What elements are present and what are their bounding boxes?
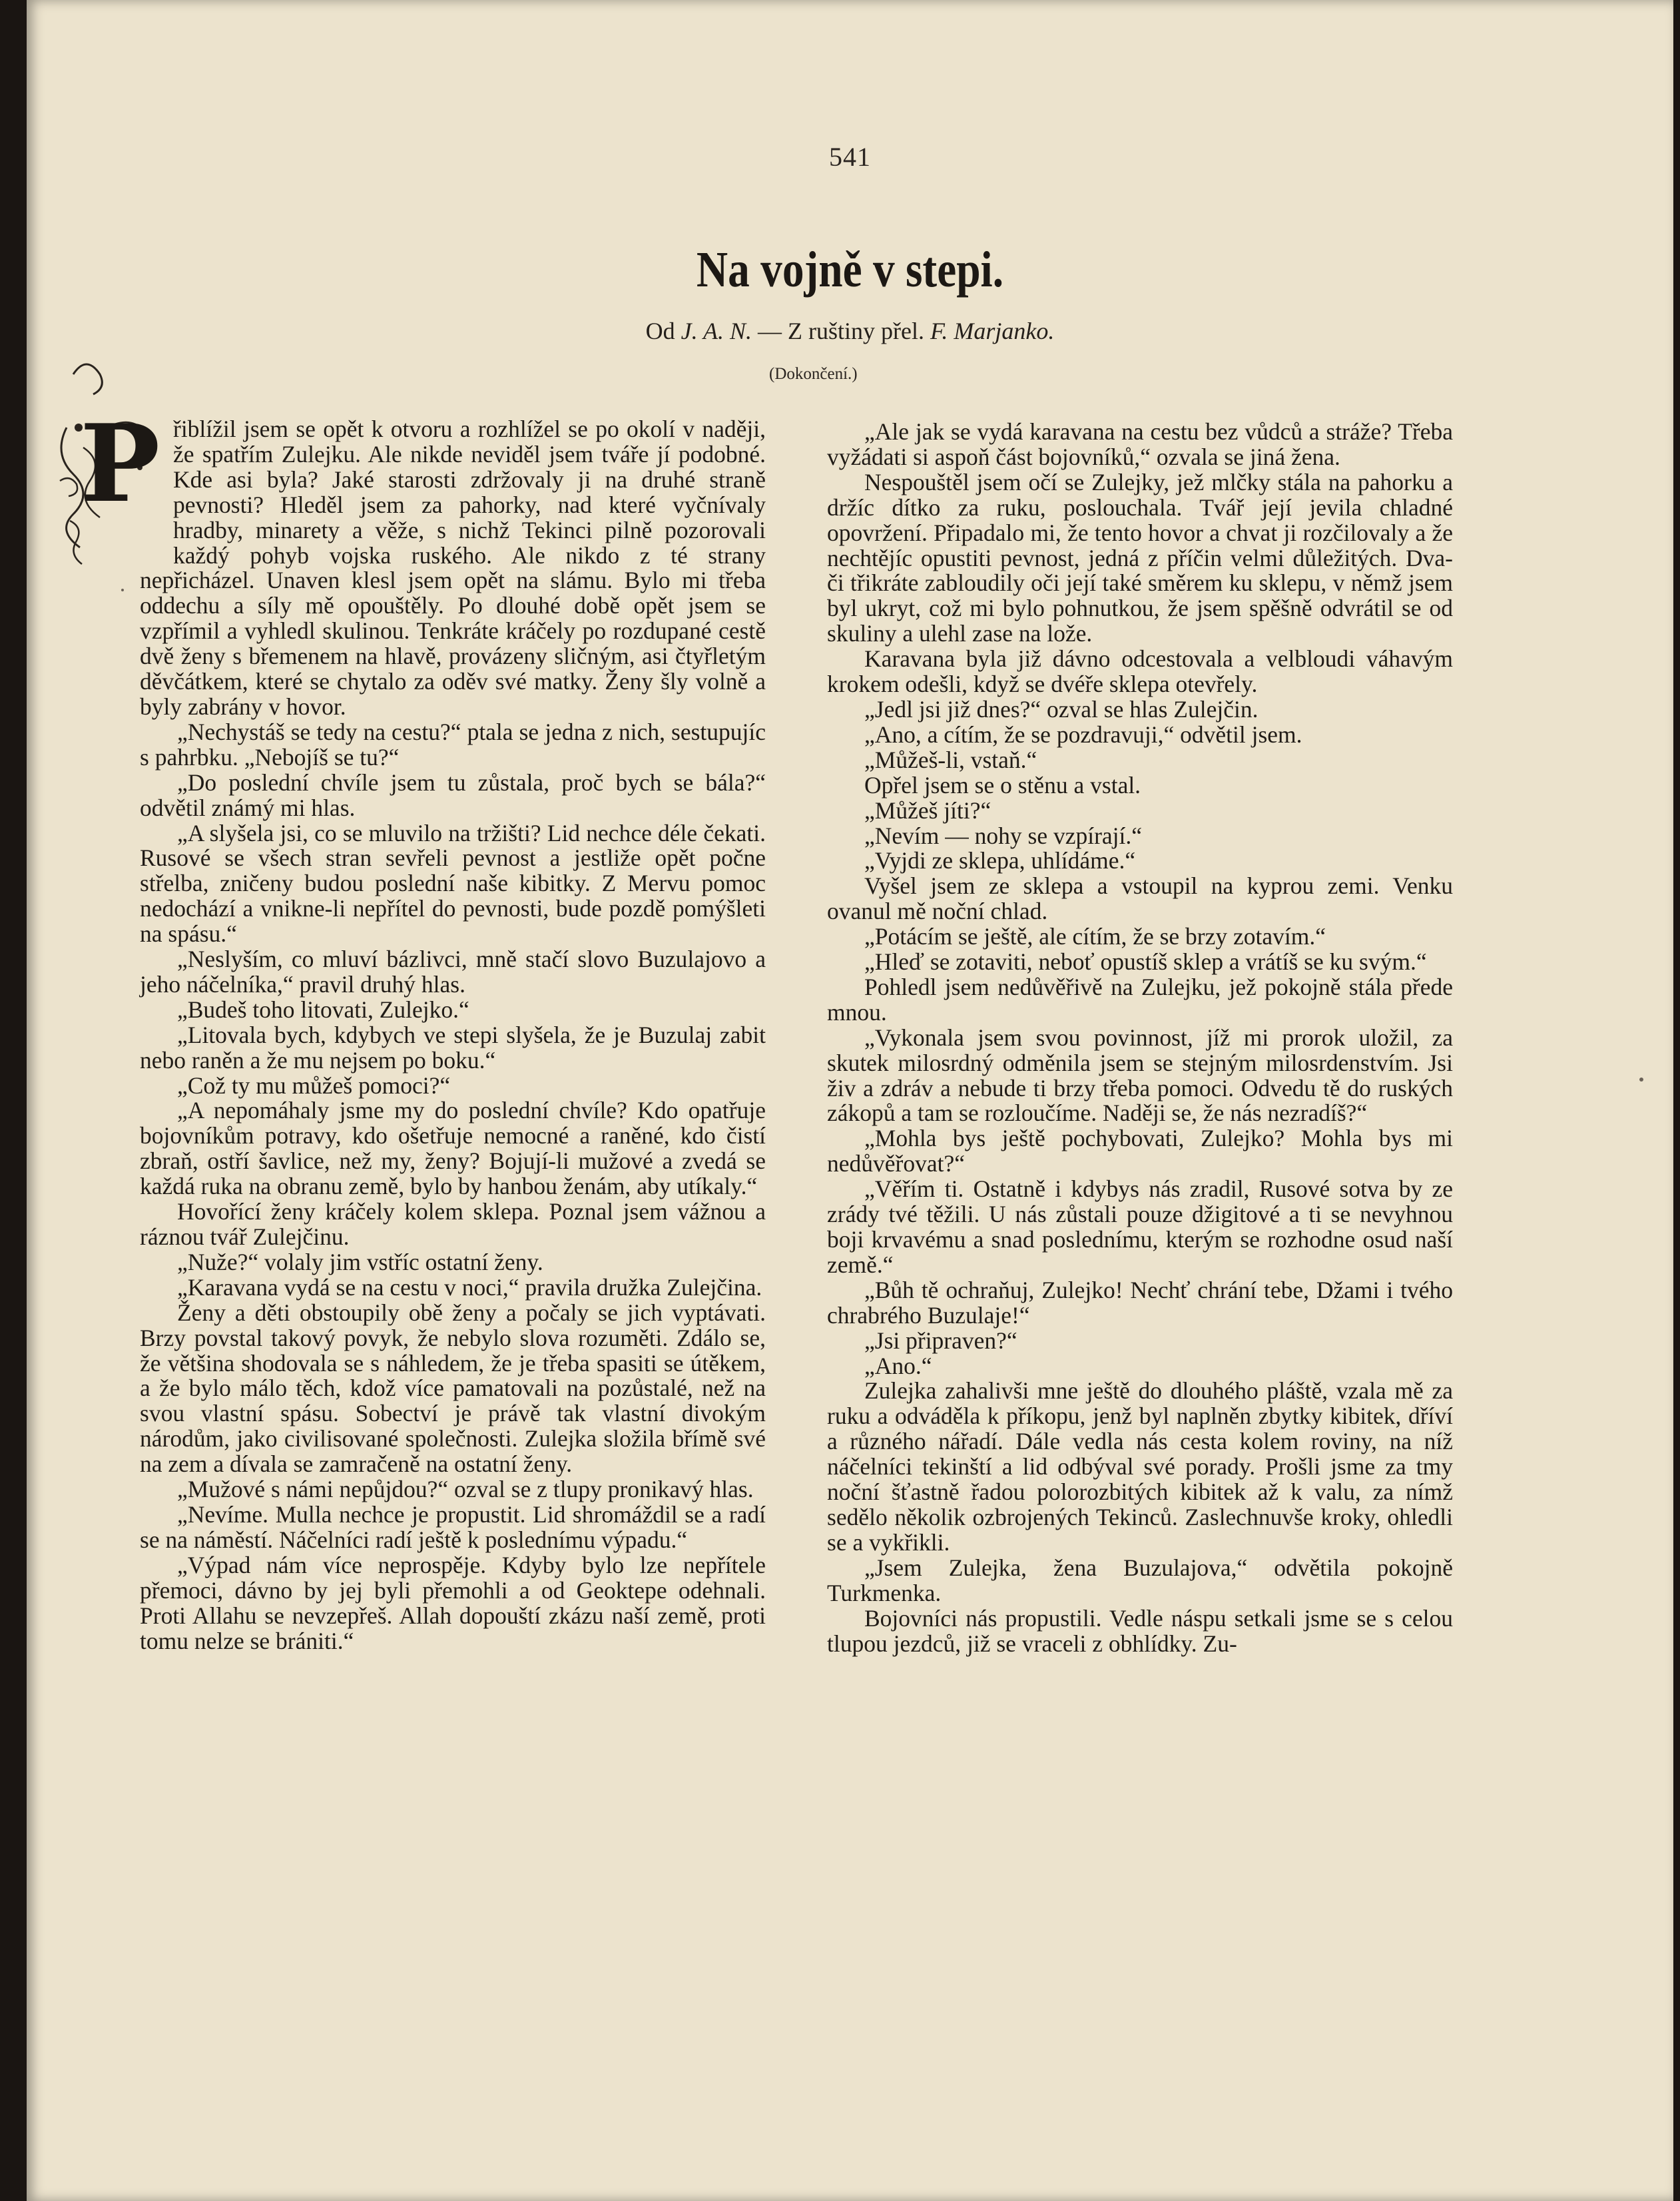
paragraph: „Věřím ti. Ostatně i kdybys nás zradil, Rusové sotva by ze zrády tvé těžili. U nás zůstali pouze džigitové a ti se nevyhnou boji krvavému a snad poslednímu, kterým se rozhodne osud naší země.“ (827, 1175, 1453, 1278)
paragraph: „Můžeš jíti?“ (864, 796, 991, 824)
paragraph: Ženy a děti obstoupily obě ženy a počaly se jich vyptávati. Brzy povstal takový povyk, že nebylo slova rozuměti. Zdálo se, že většina shodovala se s náhledem, že je třeba spasiti se útěkem, a že bylo málo těch, kdož více pamatovali na pozůstalé, než na svou vlastní spásu. Sobectví je právě tak vlastní divokým národům, jako civilisované společnosti. Zulejka složila břímě své na zem a dívala se zamračeně na ostatní ženy. (140, 1299, 766, 1478)
paragraph: „Vyjdi ze sklepa, uhlídáme.“ (864, 847, 1136, 874)
right-column (827, 420, 1453, 1656)
paragraph: „Můžeš-li, vstaň.“ (864, 746, 1037, 773)
byline (27, 317, 1673, 345)
paragraph: „Nechystáš se tedy na cestu?“ ptala se jedna z nich, sestupujíc s pahrbku. „Nebojíš se tu?“ (140, 718, 766, 771)
paragraph: „A nepomáhaly jsme my do poslední chvíle? Kdo opatřuje bojovníkům potravy, kdo ošetřuje nemocné a raněné, kdo čistí zbraň, ostří šavlice, než my, ženy? Bojují-li mužové a zvedá se každá ruka na obranu země, bylo by hanbou ženám, aby utíkaly.“ (140, 1097, 766, 1200)
byline-prefix: Od (645, 318, 681, 344)
paragraph: Bojovníci nás propustili. Vedle náspu setkali jsme se s celou tlupou jezdců, již se vraceli z obhlídky. Zu- (827, 1604, 1453, 1657)
paragraph: „Neslyším, co mluví bázlivci, mně stačí slovo Buzulajovo a jeho náčelníka,“ pravil druhý hlas. (140, 946, 766, 998)
paragraph: „Mužové s námi nepůjdou?“ ozval se z tlupy pronikavý hlas. (177, 1476, 754, 1503)
paragraph: „Litovala bych, kdybych ve stepi slyšela, že je Buzulaj zabit nebo raněn a že mu nejsem po boku.“ (140, 1021, 766, 1074)
paragraph: Zulejka zahalivši mne ještě do dlouhého pláště, vzala mě za ruku a odváděla k příkopu, jenž byl naplněn zbytky kibitek, dříví a různého nářadí. Dále vedla nás cesta kolem roviny, na níž náčelníci tekinští a lid odbýval své porady. Prošli jsme za tmy noční šťastně řadou polorozbitých kibitek až k valu, za nímž sedělo několik ozbrojených Tekinců. Zaslechnuvše kroky, ohledli se a vykřikli. (827, 1377, 1453, 1556)
byline-middle: — Z ruštiny přel. (752, 318, 930, 344)
paragraph: Karavana byla již dávno odcestovala a velbloudi váhavým krokem odešli, když se dvéře sklepa otevřely. (827, 645, 1453, 698)
paragraph: „Ano, a cítím, že se pozdravuji,“ odvětil jsem. (864, 721, 1302, 748)
page-number: 541 (829, 142, 871, 172)
left-column (80, 401, 766, 1654)
paragraph: „Bůh tě ochraňuj, Zulejko! Nechť chrání tebe, Džami i tvého chrabrého Buzulaje!“ (827, 1276, 1453, 1329)
page (27, 0, 1673, 2201)
paragraph: „Jedl jsi již dnes?“ ozval se hlas Zulejčin. (864, 695, 1259, 723)
paragraph: Nespouštěl jsem očí se Zulejky, jež mlčky stála na pahorku a držíc dítko za ruku, poslouchala. Tvář její jevila chladné opovržení. Připadalo mi, že tento hovor a chvat ji rozčilovaly a že nechtějíc opustiti pevnost, jedná z příčin velmi důležitých. Dva- či třikráte zabloudily oči její také směrem ku sklepu, v němž jsem byl ukryt, což mi bylo pohnutkou, že jsem spěšně odvrátil se od skuliny a ulehl zase na lože. (827, 468, 1453, 647)
paragraph: „Což ty mu můžeš pomoci?“ (177, 1072, 451, 1099)
paragraph: Opřel jsem se o stěnu a vstal. (864, 771, 1141, 798)
paragraph: „A slyšela jsi, co se mluvilo na tržišti? Lid nechce déle čekati. Rusové se všech stran sevřeli pevnost a jestliže opět počne střelba, zničeny budou poslední naše kibitky. Z Mervu pomoc nedochází a vnikne-li nepřítel do pevnosti, bude pozdě pomýšleti na spásu.“ (140, 819, 766, 948)
paragraph: „Vykonala jsem svou povinnost, jíž mi prorok uložil, za skutek milosrdný odměnila jsem se stejným milosrdenstvím. Jsi živ a zdráv a nebude ti brzy třeba pomoci. Odvedu tě do ruských zákopů a tam se rozloučíme. Naději se, že nás nezradíš?“ (827, 1024, 1453, 1127)
paragraph: „Potácím se ještě, ale cítím, že se brzy zotavím.“ (864, 923, 1326, 950)
paragraph: „Ale jak se vydá karavana na cestu bez vůdců a stráže? Třeba vyžádati si aspoň část bojovníků,“ ozvala se jiná žena. (827, 418, 1453, 470)
left-column-body (140, 417, 766, 1654)
paragraph: řiblížil jsem se opět k otvoru a rozhlížel se po okolí v naději, že spatřím Zulejku. Ale nikde neviděl jsem tváře jí podobné. Kde asi byla? Jaké starosti zdržovaly ji na druhé straně pevnosti? Hleděl jsem za pahorky, nad které vyčnívaly hradby, minarety a věže, s nichž Tekinci pilně pozorovali každý pohyb vojska ruského. Ale nikdo z té strany nepřicházel. Unaven klesl jsem opět na slámu. Bylo mi třeba oddechu a síly mě opouštěly. Po dlouhé době opět jsem se vzpřímil a vyhledl skulinou. Tenkráte kráčely po rozdupané cestě dvě ženy s břemenem na hlavě, provázeny sličným, asi čtyřletým děvčátkem, které se chytalo za oděv své matky. Ženy šly volně a byly zabrány v hovor. (140, 416, 766, 720)
byline-author: J. A. N. (681, 318, 752, 344)
paragraph: „Ano.“ (864, 1352, 932, 1379)
paragraph: „Karavana vydá se na cestu v noci,“ pravila družka Zulejčina. (177, 1273, 762, 1301)
continued-note: (Dokončení.) (769, 365, 858, 383)
paragraph: „Nuže?“ volaly jim vstříc ostatní ženy. (177, 1248, 543, 1275)
paragraph: „Nevím — nohy se vzpírají.“ (864, 822, 1143, 849)
paragraph: „Jsi připraven?“ (864, 1327, 1017, 1354)
paragraph: Hovořící ženy kráčely kolem sklepa. Poznal jsem vážnou a ráznou tvář Zulejčinu. (140, 1198, 766, 1250)
paragraph: Vyšel jsem ze sklepa a vstoupil na kyprou zemi. Venku ovanul mě noční chlad. (827, 872, 1453, 925)
paragraph: „Hleď se zotaviti, neboť opustíš sklep a vrátíš se ku svým.“ (864, 948, 1427, 976)
paragraph: „Mohla bys ještě pochybovati, Zulejko? Mohla bys mi nedůvěřovat?“ (827, 1125, 1453, 1177)
paragraph: „Výpad nám více neprospěje. Kdyby bylo lze nepřítele přemoci, dávno by jej byli přemohli a od Geoktepe odehnali. Proti Allahu se nevzepřeš. Allah dopouští zkázu naší země, proti tomu nelze se brániti.“ (140, 1551, 766, 1654)
paper-speck (1639, 1078, 1643, 1082)
decorated-initial (67, 401, 166, 567)
paragraph: „Do poslední chvíle jsem tu zůstala, proč bych se bála?“ odvětil známý mi hlas. (140, 769, 766, 821)
paragraph: Pohledl jsem nedůvěřivě na Zulejku, jež pokojně stála přede mnou. (827, 973, 1453, 1026)
paragraph: „Jsem Zulejka, žena Buzulajova,“ odvětila pokojně Turkmenka. (827, 1554, 1453, 1606)
right-column-body (827, 420, 1453, 1656)
article-title: Na vojně v stepi. (696, 242, 1004, 298)
initial-letter: P (80, 401, 160, 526)
paragraph: „Budeš toho litovati, Zulejko.“ (177, 996, 469, 1023)
paragraph: „Nevíme. Mulla nechce je propustit. Lid shromáždil se a radí se na náměstí. Náčelníci radí ještě k poslednímu výpadu.“ (140, 1500, 766, 1553)
paper-speck (121, 589, 124, 591)
byline-translator: F. Marjanko. (930, 318, 1055, 344)
